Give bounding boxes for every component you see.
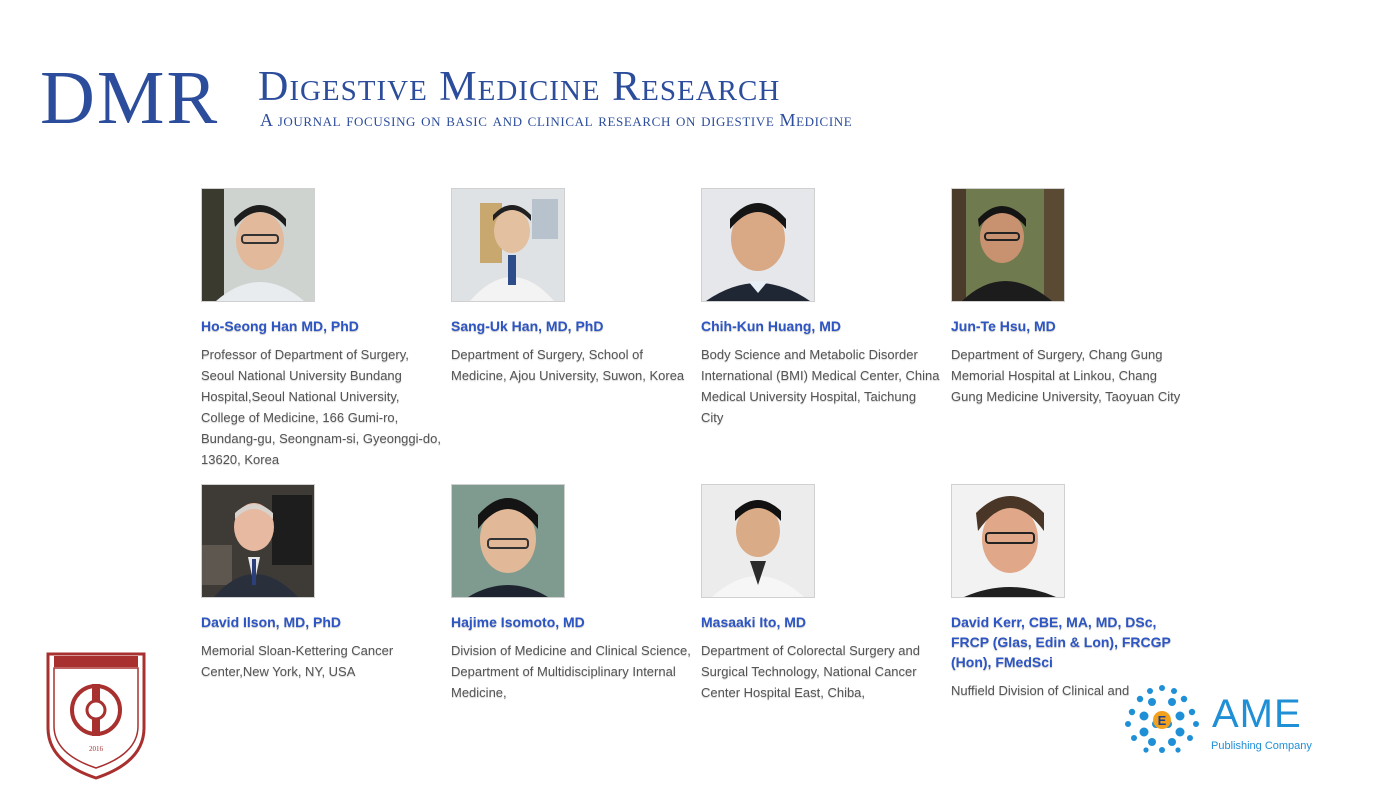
editor-name[interactable]: Hajime Isomoto, MD (451, 614, 585, 630)
editor-photo (701, 188, 815, 302)
editor-photo (201, 484, 315, 598)
editor-affiliation: Department of Surgery, Chang Gung Memorial Hospital at Linkou, Chang Gung Medicine University, Taoyuan City (951, 347, 1181, 404)
journal-masthead (40, 56, 900, 140)
editor-affiliation: Department of Colorectal Surgery and Surgical Technology, National Cancer Center Hospital East, Chiba, (701, 643, 920, 700)
svg-text:E: E (1157, 713, 1167, 728)
journal-abbreviation: DMR (40, 56, 220, 140)
editor-name[interactable]: Jun-Te Hsu, MD (951, 318, 1056, 334)
editor-photo (451, 188, 565, 302)
editor-affiliation: Memorial Sloan-Kettering Cancer Center,New York, NY, USA (201, 643, 394, 679)
journal-tagline: A journal focusing on basic and clinical research on digestive Medicine (260, 110, 853, 130)
editor-photo (201, 188, 315, 302)
editor-photo (951, 188, 1065, 302)
hospital-seal-logo (44, 650, 148, 782)
editor-photo (451, 484, 565, 598)
editor-name[interactable]: Ho-Seong Han MD, PhD (201, 318, 359, 334)
editor-name[interactable]: Masaaki Ito, MD (701, 614, 807, 630)
editor-card (951, 188, 1191, 407)
editor-affiliation: Professor of Department of Surgery, Seoul National University Bundang Hospital,Seoul National University, College of Medicine, 166 Gumi-ro, Bundang-gu, Seongnam-si, Gyeonggi-do, 13620, Korea (201, 347, 441, 467)
editor-photo (951, 484, 1065, 598)
editor-card (201, 188, 441, 470)
editor-name[interactable]: David Ilson, MD, PhD (201, 614, 342, 630)
ame-name: AME (1212, 692, 1302, 736)
seal-year: 2016 (89, 745, 103, 753)
editor-name[interactable]: David Kerr, CBE, MA, MD, DSc, FRCP (Glas, Edin & Lon), FRCGP (Hon), FMedSci (951, 614, 1171, 670)
editor-name[interactable]: Sang-Uk Han, MD, PhD (451, 318, 604, 334)
journal-title: Digestive Medicine Research (258, 64, 781, 110)
ame-publisher-logo (1120, 682, 1320, 756)
editor-card (451, 484, 691, 700)
editor-name[interactable]: Chih-Kun Huang, MD (701, 318, 841, 334)
editor-card (951, 484, 1191, 701)
editor-photo (701, 484, 815, 598)
editor-affiliation: Body Science and Metabolic Disorder International (BMI) Medical Center, China Medical University Hospital, Taichung City (701, 347, 940, 425)
editor-card (701, 484, 941, 700)
editor-card (201, 484, 441, 682)
ame-dots-icon (1120, 682, 1204, 756)
ame-subtitle: Publishing Company (1211, 740, 1312, 752)
editor-card (451, 188, 691, 386)
editor-affiliation: Nuffield Division of Clinical and (951, 683, 1130, 698)
editor-affiliation: Division of Medicine and Clinical Science, Department of Multidisciplinary Internal Medicine, (451, 643, 691, 700)
editor-affiliation: Department of Surgery, School of Medicine, Ajou University, Suwon, Korea (451, 347, 685, 383)
editor-card (701, 188, 941, 428)
